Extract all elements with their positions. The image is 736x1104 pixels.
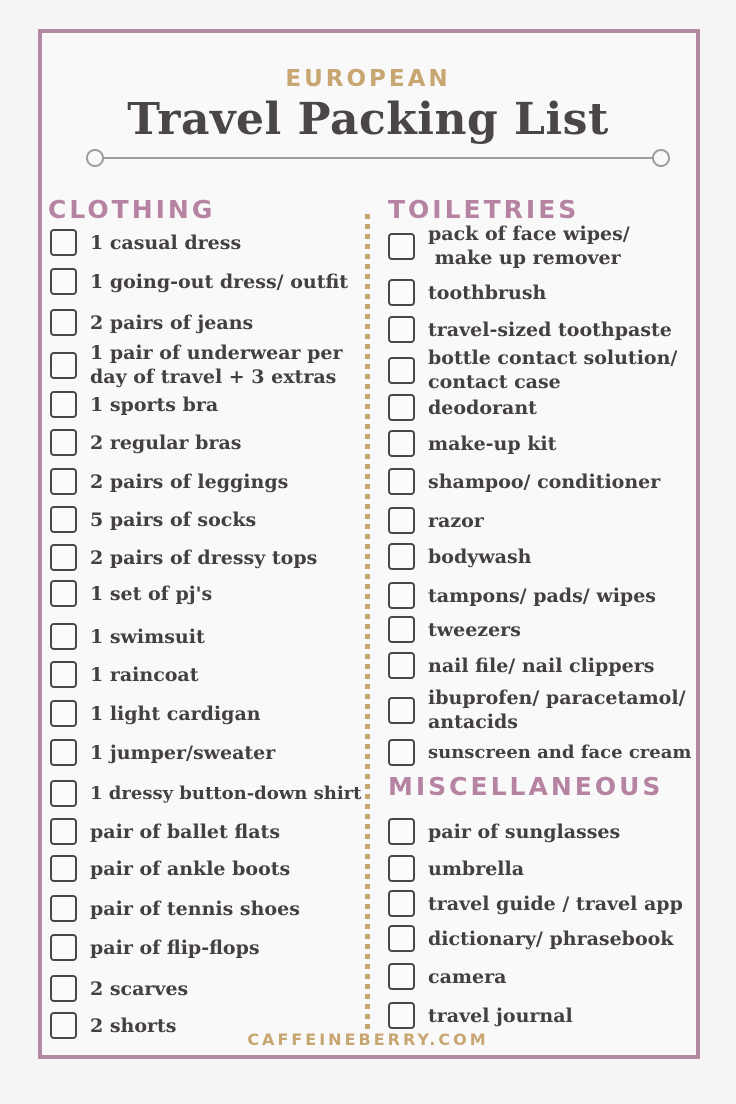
item-label: 2 scarves — [90, 977, 189, 1000]
checklist-item[interactable] — [50, 975, 188, 1002]
item-label: 1 jumper/sweater — [90, 741, 276, 764]
checkbox[interactable] — [388, 430, 415, 457]
checkbox[interactable] — [50, 661, 77, 688]
checklist-item[interactable] — [388, 739, 691, 766]
checkbox[interactable] — [50, 934, 77, 961]
item-label: 2 pairs of jeans — [90, 311, 254, 334]
checklist-item[interactable] — [50, 580, 212, 607]
checklist-item[interactable] — [50, 268, 348, 295]
checklist-item[interactable] — [50, 229, 241, 256]
checkbox[interactable] — [50, 780, 77, 807]
checkbox[interactable] — [388, 507, 415, 534]
checkbox[interactable] — [50, 506, 77, 533]
checkbox[interactable] — [388, 697, 415, 724]
checkbox[interactable] — [50, 975, 77, 1002]
checklist-item[interactable] — [388, 468, 660, 495]
item-label-line2: day of travel + 3 extras — [90, 366, 337, 388]
title-underline — [86, 149, 670, 167]
checklist-item[interactable] — [388, 963, 506, 990]
item-label-line1: 1 pair of underwear per — [90, 342, 343, 364]
checklist-item[interactable] — [388, 616, 521, 643]
checkbox[interactable] — [50, 623, 77, 650]
checklist-item[interactable] — [50, 895, 300, 922]
item-label-line2: antacids — [428, 711, 518, 733]
checkbox[interactable] — [388, 316, 415, 343]
section-heading-clothing: CLOTHING — [48, 195, 216, 224]
item-label: umbrella — [428, 857, 525, 880]
item-label: make-up kit — [428, 432, 557, 455]
checklist-item[interactable] — [50, 506, 256, 533]
item-label: camera — [428, 965, 507, 988]
checkbox[interactable] — [388, 468, 415, 495]
item-label — [428, 222, 630, 270]
item-label-line1: bottle contact solution/ — [428, 347, 678, 369]
checkbox[interactable] — [50, 580, 77, 607]
item-label-line2: contact case — [428, 371, 561, 393]
item-label — [90, 341, 343, 389]
checklist-item[interactable] — [388, 394, 537, 421]
checklist-item[interactable] — [50, 661, 199, 688]
item-label: tampons/ pads/ wipes — [428, 584, 656, 607]
checkbox[interactable] — [388, 739, 415, 766]
footer-website[interactable]: CAFFEINEBERRY.COM — [247, 1030, 489, 1049]
page-title: Travel Packing List — [127, 94, 609, 145]
item-label: deodorant — [428, 396, 537, 419]
item-label: 1 casual dress — [90, 231, 242, 254]
checklist-item[interactable] — [50, 309, 253, 336]
checklist-item[interactable] — [388, 543, 531, 570]
item-label — [428, 686, 686, 734]
item-label: nail file/ nail clippers — [428, 654, 655, 677]
item-label: 1 raincoat — [90, 663, 199, 686]
checklist-item[interactable] — [50, 623, 205, 650]
item-label: 1 swimsuit — [90, 625, 205, 648]
checkbox[interactable] — [388, 818, 415, 845]
underline-bar — [100, 157, 656, 159]
checkbox[interactable] — [50, 739, 77, 766]
item-label: dictionary/ phrasebook — [428, 927, 674, 950]
circle-right-icon — [652, 149, 670, 167]
checkbox[interactable] — [388, 543, 415, 570]
checklist-item[interactable] — [50, 855, 290, 882]
checklist-item[interactable] — [50, 818, 280, 845]
item-label: tweezers — [428, 618, 521, 641]
checklist-item[interactable] — [388, 890, 683, 917]
checkbox[interactable] — [388, 925, 415, 952]
item-label: 1 going-out dress/ outfit — [90, 270, 349, 293]
checklist-item[interactable] — [388, 925, 673, 952]
checkbox[interactable] — [388, 652, 415, 679]
checklist-item[interactable] — [388, 855, 524, 882]
circle-left-icon — [86, 149, 104, 167]
item-label: travel journal — [428, 1004, 573, 1027]
checklist-item[interactable] — [50, 391, 218, 418]
item-label: 1 light cardigan — [90, 702, 261, 725]
checklist-item[interactable] — [50, 468, 288, 495]
checklist-item[interactable] — [388, 652, 654, 679]
item-label: bodywash — [428, 545, 532, 568]
checkbox[interactable] — [388, 1002, 415, 1029]
checkbox[interactable] — [388, 616, 415, 643]
item-label: 1 sports bra — [90, 393, 219, 416]
checkbox[interactable] — [50, 391, 77, 418]
checklist-item[interactable] — [50, 700, 261, 727]
item-label-line2: make up remover — [428, 247, 621, 269]
checklist-item[interactable] — [50, 780, 361, 807]
section-heading-miscellaneous: MISCELLANEOUS — [388, 772, 664, 801]
checkbox[interactable] — [388, 279, 415, 306]
checkbox[interactable] — [50, 429, 77, 456]
item-label: 5 pairs of socks — [90, 508, 257, 531]
item-label-line1: pack of face wipes/ — [428, 223, 630, 245]
checkbox[interactable] — [388, 233, 415, 260]
checkbox[interactable] — [50, 352, 77, 379]
item-label — [428, 346, 677, 394]
checklist-item[interactable] — [388, 279, 546, 306]
checklist-item[interactable] — [388, 686, 686, 734]
item-label-line1: ibuprofen/ paracetamol/ — [428, 687, 686, 709]
item-label: 1 dressy button-down shirt — [90, 782, 362, 804]
checkbox[interactable] — [50, 229, 77, 256]
item-label: pair of sunglasses — [428, 820, 621, 843]
item-label: pair of flip-flops — [90, 936, 260, 959]
checklist-item[interactable] — [388, 818, 620, 845]
checklist-item[interactable] — [388, 222, 630, 270]
checkbox[interactable] — [50, 855, 77, 882]
item-label: toothbrush — [428, 281, 547, 304]
checklist-item[interactable] — [388, 346, 677, 394]
checklist-item[interactable] — [50, 544, 317, 571]
item-label: 2 shorts — [90, 1014, 177, 1037]
item-label: pair of ballet flats — [90, 820, 281, 843]
checklist-item[interactable] — [50, 934, 260, 961]
checklist-item[interactable] — [388, 507, 484, 534]
checkbox[interactable] — [50, 268, 77, 295]
item-label: sunscreen and face cream — [428, 741, 692, 763]
checklist-item[interactable] — [388, 582, 656, 609]
item-label: pair of tennis shoes — [90, 897, 300, 920]
item-label: pair of ankle boots — [90, 857, 291, 880]
checkbox[interactable] — [50, 700, 77, 727]
checkbox[interactable] — [50, 895, 77, 922]
checklist-item[interactable] — [388, 316, 672, 343]
checklist-item[interactable] — [50, 429, 242, 456]
item-label: 1 set of pj's — [90, 582, 213, 605]
checkbox[interactable] — [50, 468, 77, 495]
item-label: shampoo/ conditioner — [428, 470, 661, 493]
item-label: 2 regular bras — [90, 431, 242, 454]
item-label: 2 pairs of dressy tops — [90, 546, 318, 569]
checkbox[interactable] — [388, 357, 415, 384]
checkbox[interactable] — [388, 963, 415, 990]
checklist-item[interactable] — [388, 1002, 573, 1029]
column-divider — [365, 214, 370, 1030]
item-label: travel-sized toothpaste — [428, 318, 672, 341]
checklist-item[interactable] — [388, 430, 556, 457]
page-subtitle: EUROPEAN — [285, 66, 451, 92]
item-label: 2 pairs of leggings — [90, 470, 289, 493]
item-label: razor — [428, 509, 484, 532]
checkbox[interactable] — [50, 544, 77, 571]
checklist-item[interactable] — [50, 739, 275, 766]
checkbox[interactable] — [388, 582, 415, 609]
checkbox[interactable] — [388, 855, 415, 882]
item-label: travel guide / travel app — [428, 892, 683, 915]
checkbox[interactable] — [388, 394, 415, 421]
section-heading-toiletries: TOILETRIES — [388, 195, 580, 224]
checklist-item[interactable] — [50, 341, 343, 389]
checkbox[interactable] — [50, 309, 77, 336]
checkbox[interactable] — [50, 818, 77, 845]
checkbox[interactable] — [388, 890, 415, 917]
